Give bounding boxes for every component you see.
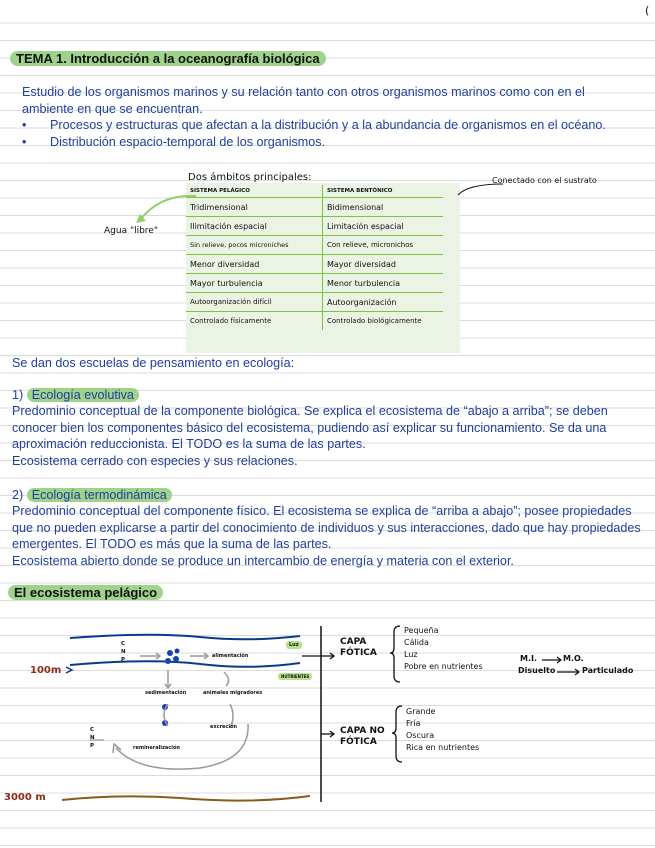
dissolved-label: Disuelto <box>518 666 556 675</box>
table-row <box>186 255 443 274</box>
school-2-title: Ecología termodinámica <box>27 488 172 502</box>
list-item: Luz <box>404 650 418 659</box>
mi-label: M.I. <box>520 654 538 663</box>
light-tag: Luz <box>286 641 302 649</box>
brace-icon <box>390 626 400 682</box>
school-1-heading <box>12 387 139 404</box>
arrow-icon <box>224 672 229 686</box>
tema1-title-text: TEMA 1. Introducción a la oceanografía biológica <box>10 51 326 66</box>
list-item: Fría <box>406 719 421 728</box>
depth-3000-label: 3000 m <box>4 792 46 803</box>
school-1-title: Ecología evolutiva <box>27 388 139 402</box>
col-header-pelagic: SISTEMA PELÁGICO <box>186 185 323 198</box>
list-item: Oscura <box>406 731 435 740</box>
school-1-text: Predominio conceptual de la componente biológica. Se explica el ecosistema de “abajo a arriba”; se deben conocer bien los componentes básico del ecosistema, pudiendo así explicar su funcionamiento. Se da una aproximación reduccionista. El TODO es la suma de las partes. <box>12 404 608 452</box>
school-2-number: 2) <box>12 488 24 502</box>
organism-dot-icon <box>165 658 171 664</box>
table-cell: Menor diversidad <box>186 255 323 274</box>
col-header-benthic: SISTEMA BENTÓNICO <box>323 185 444 198</box>
excretion-label: excreción <box>210 724 238 730</box>
photic-characteristics <box>404 625 483 673</box>
pelagic-diagram <box>0 620 655 810</box>
table-row <box>186 198 443 217</box>
section-title-pelagic <box>8 585 163 600</box>
table-cell: Mayor turbulencia <box>186 274 323 293</box>
organism-dot-icon <box>175 649 180 654</box>
table-row <box>186 217 443 236</box>
cnp-top-label: C N P <box>121 641 126 663</box>
aphotic-layer-label: CAPA NO FÓTICA <box>340 726 385 747</box>
pelagic-title-text: El ecosistema pelágico <box>8 585 163 600</box>
list-item: Cálida <box>404 638 429 647</box>
table-row <box>186 236 443 255</box>
curved-line-icon <box>428 180 508 200</box>
remineralization-label: remineralización <box>133 745 180 751</box>
nutrients-tag: NUTRIENTES <box>278 673 312 680</box>
organism-dot-icon <box>173 656 179 662</box>
list-item: Pobre en nutrientes <box>404 662 483 671</box>
table-cell: Tridimensional <box>186 198 323 217</box>
school-2-text: Predominio conceptual del componente físico. El ecosistema se explica de “arriba a abajo”; posee propiedades que no pueden explicarse a partir del conocimiento de individuos y sus interacciones, dado que hay propiedades emergentes. El TODO es más que la suma de las partes. <box>12 504 641 552</box>
table-cell: Menor turbulencia <box>323 274 444 293</box>
organism-dot-icon <box>167 650 173 656</box>
particulate-label: Particulado <box>582 666 634 675</box>
cnp-bottom-label: C N P <box>90 727 95 749</box>
school-2-text2: Ecosistema abierto donde se produce un intercambio de energía y materia con el exterior. <box>12 554 514 568</box>
table-cell: Con relieve, micronichos <box>323 236 444 255</box>
thermocline-line-icon <box>70 661 300 667</box>
school-2-heading <box>12 487 172 504</box>
table-cell: Limitación espacial <box>323 217 444 236</box>
school-1-number: 1) <box>12 388 24 402</box>
list-item: Grande <box>406 707 436 716</box>
green-arrow-icon <box>130 190 200 230</box>
list-item: Pequeña <box>404 626 439 635</box>
table-cell: Mayor diversidad <box>323 255 444 274</box>
depth-100-label: 100m <box>30 665 62 676</box>
surface-line-icon <box>70 635 300 640</box>
table-cell: Bidimensional <box>323 198 444 217</box>
table-cell: Controlado biológicamente <box>327 317 422 325</box>
bullet-item: • Procesos y estructuras que afectan a la distribución y a la abundancia de organismos en el océano. <box>16 117 626 134</box>
schools-intro: Se dan dos escuelas de pensamiento en ecología: <box>12 356 295 370</box>
section-title-tema1 <box>10 51 326 66</box>
table-row <box>186 293 443 312</box>
annotation-substrate: Conectado con el sustrato <box>492 176 597 185</box>
photic-layer-label: CAPA FÓTICA <box>340 637 377 658</box>
bullet-item: • Distribución espacio-temporal de los organismos. <box>16 134 626 151</box>
table-cell: Controlado físicamente <box>186 312 323 331</box>
sedimentation-label: sedimentación <box>145 690 187 696</box>
page-marker: ( <box>645 4 650 17</box>
table-cell: Autoorganización difícil <box>186 293 323 312</box>
intro-bullets <box>16 117 626 150</box>
intro-paragraph: Estudio de los organismos marinos y su relación tanto con otros organismos marinos como con en el ambiente en que se encuentran. <box>22 85 585 116</box>
migrating-animals-label: animales migradores <box>203 690 263 696</box>
comparison-table <box>186 185 443 330</box>
table-cell: Autoorganización <box>323 293 444 312</box>
list-item: Rica en nutrientes <box>406 743 480 752</box>
table-cell: Sin relieve, pocos microniches <box>186 236 323 255</box>
seafloor-line-icon <box>62 796 310 801</box>
feeding-label: alimentación <box>212 653 249 659</box>
annotation-free-water: Agua "libre" <box>104 226 158 236</box>
aphotic-characteristics <box>406 706 479 754</box>
comparison-table-panel <box>186 183 460 353</box>
mo-label: M.O. <box>563 654 584 663</box>
table-row <box>186 312 443 331</box>
table-cell: Ilimitación espacial <box>186 217 323 236</box>
table-title: Dos ámbitos principales: <box>188 172 312 183</box>
school-1-text2: Ecosistema cerrado con especies y sus relaciones. <box>12 454 298 468</box>
table-row <box>186 274 443 293</box>
